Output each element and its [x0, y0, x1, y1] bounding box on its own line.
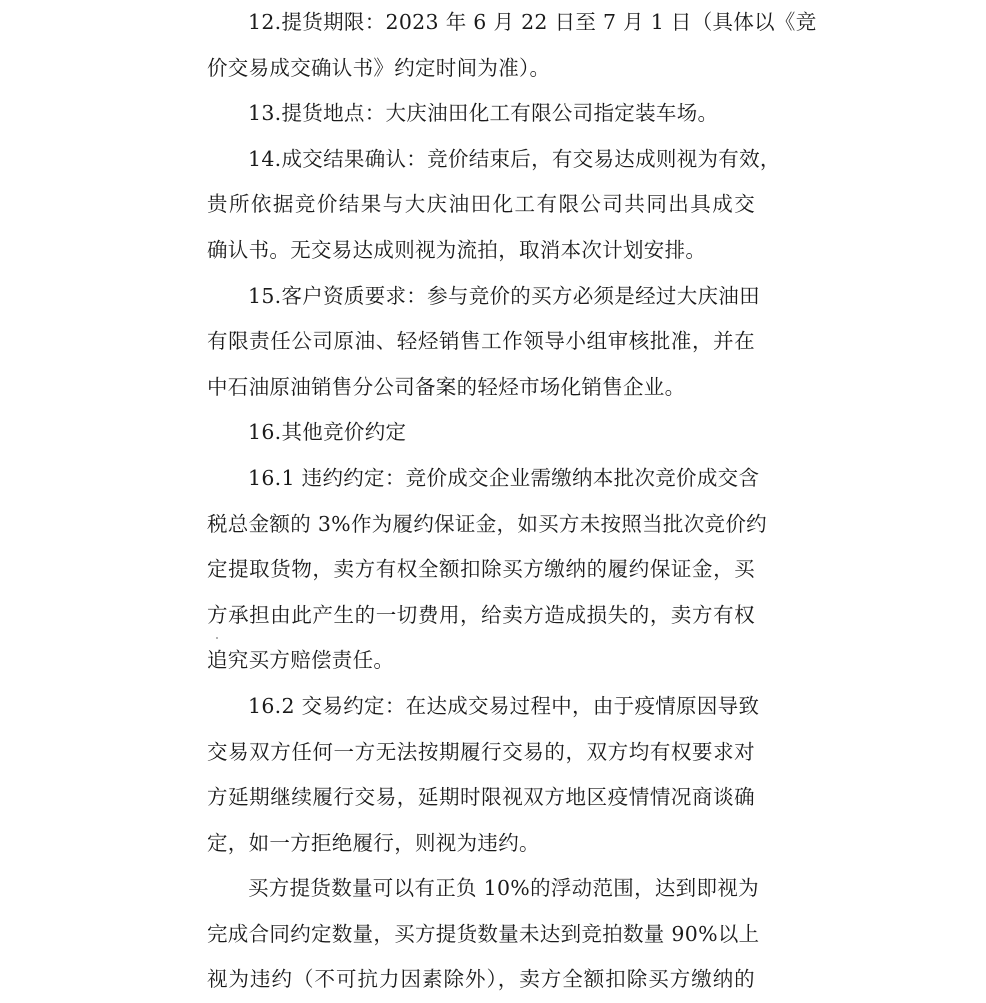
scan-speck	[216, 637, 218, 639]
text-line: 中石油原油销售分公司备案的轻烃市场化销售企业。	[207, 374, 686, 399]
text-line: 视为违约（不可抗力因素除外），卖方全额扣除买方缴纳的	[207, 967, 755, 992]
clause-16-1-breach	[207, 456, 767, 684]
text-line: 14.成交结果确认：竞价结束后，有交易达成则视为有效，	[248, 146, 781, 171]
text-line: 完成合同约定数量，买方提货数量未达到竞拍数量 90%以上	[207, 921, 760, 946]
clause-16-other-terms-heading	[207, 410, 755, 456]
text-line: 方承担由此产生的一切费用，给卖方造成损失的，卖方有权	[207, 602, 755, 627]
clause-15-customer-qualification	[207, 274, 760, 411]
text-line: 16.1 违约约定：竞价成交企业需缴纳本批次竞价成交含	[248, 465, 760, 490]
clause-16-2-transaction	[207, 684, 760, 866]
text-line: 12.提货期限：2023 年 6 月 22 日至 7 月 1 日（具体以《竞	[248, 10, 817, 34]
text-line: 追究买方赔偿责任。	[207, 648, 395, 673]
clause-quantity-tolerance	[207, 866, 760, 1003]
document-body	[207, 0, 817, 1003]
text-line: 16.其他竞价约定	[248, 420, 407, 445]
clause-14-result-confirmation	[207, 137, 781, 274]
text-line: 买方提货数量可以有正负 10%的浮动范围，达到即视为	[248, 876, 759, 901]
text-line: 确认书。无交易达成则视为流拍，取消本次计划安排。	[207, 237, 707, 262]
text-line: 13.提货地点：大庆油田化工有限公司指定装车场。	[248, 101, 719, 126]
text-line: 定，如一方拒绝履行，则视为违约。	[207, 830, 540, 855]
text-line: 有限责任公司原油、轻烃销售工作领导小组审核批准，并在	[207, 329, 755, 354]
text-line: 16.2 交易约定：在达成交易过程中，由于疫情原因导致	[248, 693, 760, 718]
text-line: 价交易成交确认书》约定时间为准）。	[207, 55, 551, 80]
clause-12-delivery-period	[207, 0, 817, 91]
text-line: 方延期继续履行交易，延期时限视双方地区疫情情况商谈确	[207, 785, 755, 810]
text-line: 贵所依据竞价结果与大庆油田化工有限公司共同出具成交	[207, 192, 755, 217]
text-line: 交易双方任何一方无法按期履行交易的，双方均有权要求对	[207, 739, 755, 764]
text-line: 税总金额的 3%作为履约保证金，如买方未按照当批次竞价约	[207, 511, 767, 536]
clause-13-delivery-location	[207, 91, 755, 137]
text-line: 15.客户资质要求：参与竞价的买方必须是经过大庆油田	[248, 283, 760, 308]
text-line: 定提取货物，卖方有权全额扣除买方缴纳的履约保证金，买	[207, 557, 755, 582]
